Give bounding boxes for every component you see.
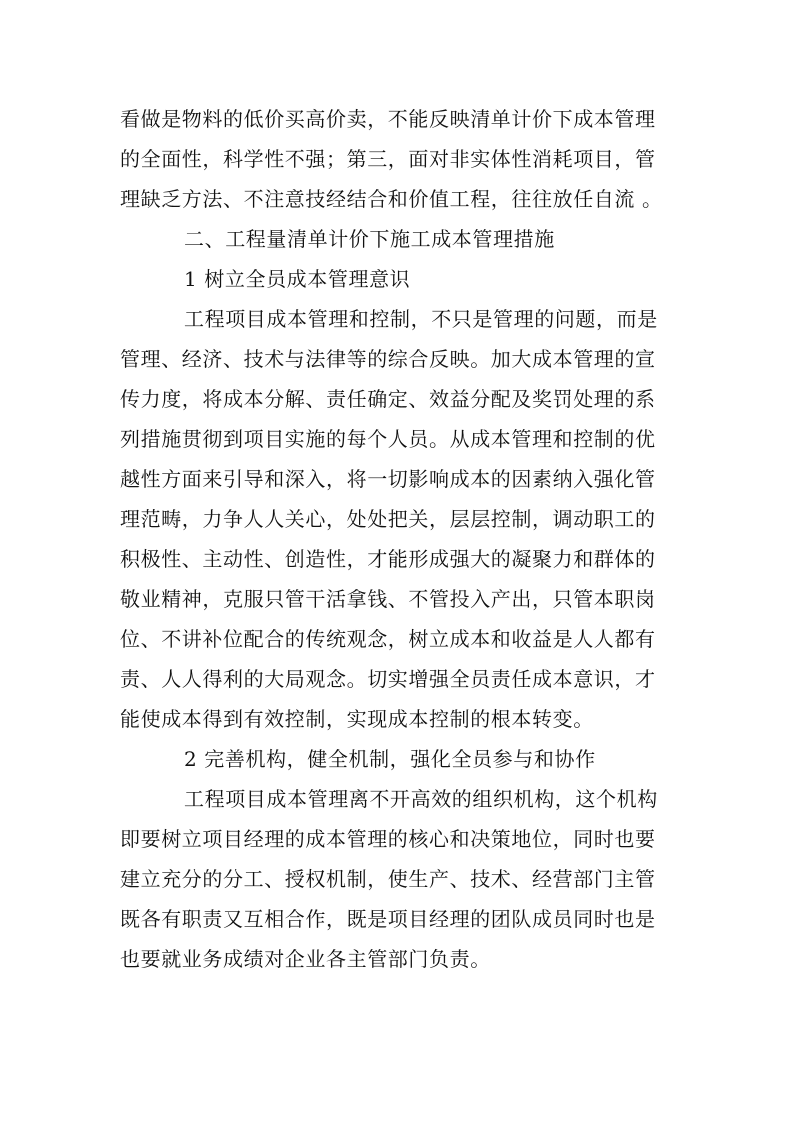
text-line: 工程项目成本管理和控制，不只是管理的问题，而是 — [184, 307, 658, 331]
text-line: 能使成本得到有效控制，实现成本控制的根本转变。 — [120, 707, 594, 731]
text-line: 的全面性，科学性不强；第三，面对非实体性消耗项目，管 — [120, 147, 656, 171]
text-line: 既各有职责又互相合作，既是项目经理的团队成员同时也是 — [120, 907, 656, 931]
section-heading: 二、工程量清单计价下施工成本管理措施 — [184, 227, 555, 251]
text-line: 即要树立项目经理的成本管理的核心和决策地位，同时也要 — [120, 827, 656, 851]
subsection-heading: 1 树立全员成本管理意识 — [184, 267, 411, 291]
text-line: 看做是物料的低价买高价卖，不能反映清单计价下成本管理 — [120, 107, 656, 131]
text-line: 理缺乏方法、不注意技经结合和价值工程，往往放任自流 。 — [120, 187, 663, 211]
text-line: 列措施贯彻到项目实施的每个人员。从成本管理和控制的优 — [120, 427, 656, 451]
text-line: 建立充分的分工、授权机制，使生产、技术、经营部门主管 — [120, 867, 656, 891]
text-line: 管理、经济、技术与法律等的综合反映。加大成本管理的宣 — [120, 347, 656, 371]
subsection-heading: 2 完善机构，健全机制，强化全员参与和协作 — [184, 747, 596, 771]
text-line: 也要就业务成绩对企业各主管部门负责。 — [120, 947, 491, 971]
text-line: 位、不讲补位配合的传统观念，树立成本和收益是人人都有 — [120, 627, 656, 651]
text-line: 责、人人得利的大局观念。切实增强全员责任成本意识，才 — [120, 667, 656, 691]
text-line: 敬业精神，克服只管干活拿钱、不管投入产出，只管本职岗 — [120, 587, 656, 611]
text-line: 积极性、主动性、创造性，才能形成强大的凝聚力和群体的 — [120, 547, 656, 571]
text-line: 理范畴，力争人人关心，处处把关，层层控制，调动职工的 — [120, 507, 656, 531]
text-line: 工程项目成本管理离不开高效的组织机构，这个机构 — [184, 787, 658, 811]
text-line: 越性方面来引导和深入，将一切影响成本的因素纳入强化管 — [120, 467, 656, 491]
text-line: 传力度，将成本分解、责任确定、效益分配及奖罚处理的系 — [120, 387, 656, 411]
